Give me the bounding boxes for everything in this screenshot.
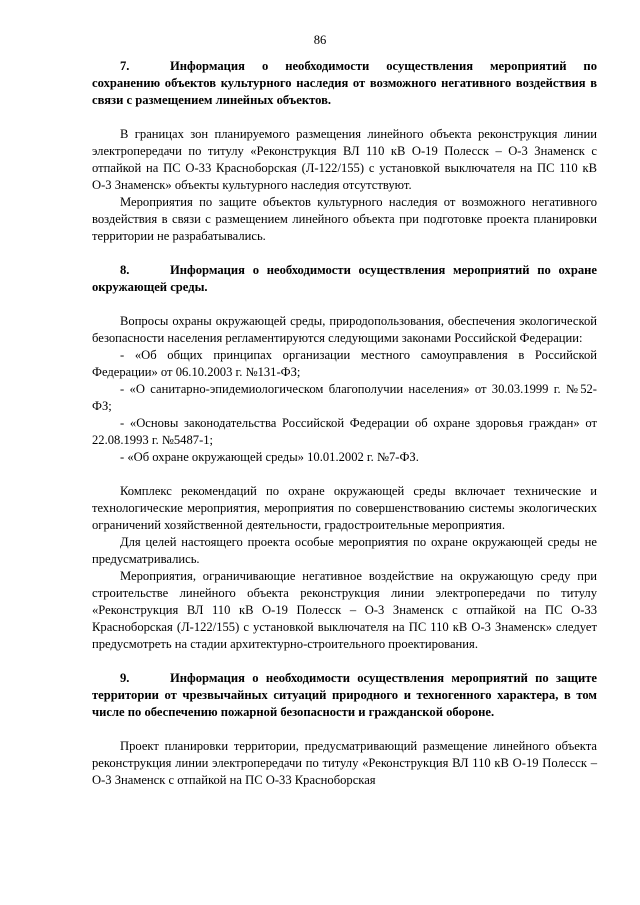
law-list-item: - «О санитарно-эпидемиологическом благополучии населения» от 30.03.1999 г. №52-ФЗ;	[92, 382, 597, 413]
section-number: 9.	[120, 671, 130, 685]
paragraph: Мероприятия, ограничивающие негативное воздействие на окружающую среду при строительстве линейного объекта реконструкция линии электропередачи по титулу «Реконструкция ВЛ 110 кВ О-19 Полесск – О-3 Знаменск с отпайкой на ПС О-33 Красноборская (Л-122/155) с установкой выключателя на ПС 110 кВ О-3 Знаменск» следует предусмотреть на стадии архитектурно-строительного проектирования.	[92, 569, 597, 651]
section-number: 8.	[120, 263, 130, 277]
section-heading-9	[92, 670, 597, 721]
paragraph: Мероприятия по защите объектов культурного наследия от возможного негативного воздействия в связи с размещением линейного объекта при подготовке проекта планировки территории не разрабатывались.	[92, 195, 597, 243]
paragraph: Проект планировки территории, предусматривающий размещение линейного объекта реконструкция линии электропередачи по титулу «Реконструкция ВЛ 110 кВ О-19 Полесск – О-3 Знаменск с отпайкой на ПС О-33 Красноборская	[92, 739, 597, 787]
section-heading-7	[92, 58, 597, 109]
section-title: Информация о необходимости осуществления мероприятий по защите территории от чрезвычайных ситуаций природного и техногенного характера, в том числе по обеспечению пожарной безопасности и гражданской обороне.	[92, 671, 597, 719]
section-title: Информация о необходимости осуществления мероприятий по сохранению объектов культурного наследия от возможного негативного воздействия в связи с размещением линейных объектов.	[92, 59, 597, 107]
law-list-item: - «Об охране окружающей среды» 10.01.2002 г. №7-ФЗ.	[120, 450, 419, 464]
paragraph: Вопросы охраны окружающей среды, природопользования, обеспечения экологической безопасности населения регламентируются следующими законами Российской Федерации:	[92, 314, 597, 345]
section-number: 7.	[120, 59, 130, 73]
law-list-item: - «Основы законодательства Российской Федерации об охране здоровья граждан» от 22.08.1993 г. №5487-1;	[92, 416, 597, 447]
section-title: Информация о необходимости осуществления мероприятий по охране окружающей среды.	[92, 263, 597, 294]
paragraph: В границах зон планируемого размещения линейного объекта реконструкция линии электропередачи по титулу «Реконструкция ВЛ 110 кВ О-19 Полесск – О-3 Знаменск с отпайкой на ПС О-33 Красноборская (Л-122/155) с установкой выключателя на ПС 110 кВ О-3 Знаменск» объекты культурного наследия отсутствуют.	[92, 127, 597, 192]
law-list-item: - «Об общих принципах организации местного самоуправления в Российской Федерации» от 06.10.2003 г. №131-ФЗ;	[92, 348, 597, 379]
paragraph: Для целей настоящего проекта особые мероприятия по охране окружающей среды не предусматривались.	[92, 535, 597, 566]
paragraph: Комплекс рекомендаций по охране окружающей среды включает технические и технологические мероприятия, мероприятия по совершенствованию системы экологических ограничений хозяйственной деятельности, градостроительные мероприятия.	[92, 484, 597, 532]
page-body	[92, 58, 597, 789]
section-heading-8	[92, 262, 597, 296]
page-number: 86	[313, 33, 327, 47]
